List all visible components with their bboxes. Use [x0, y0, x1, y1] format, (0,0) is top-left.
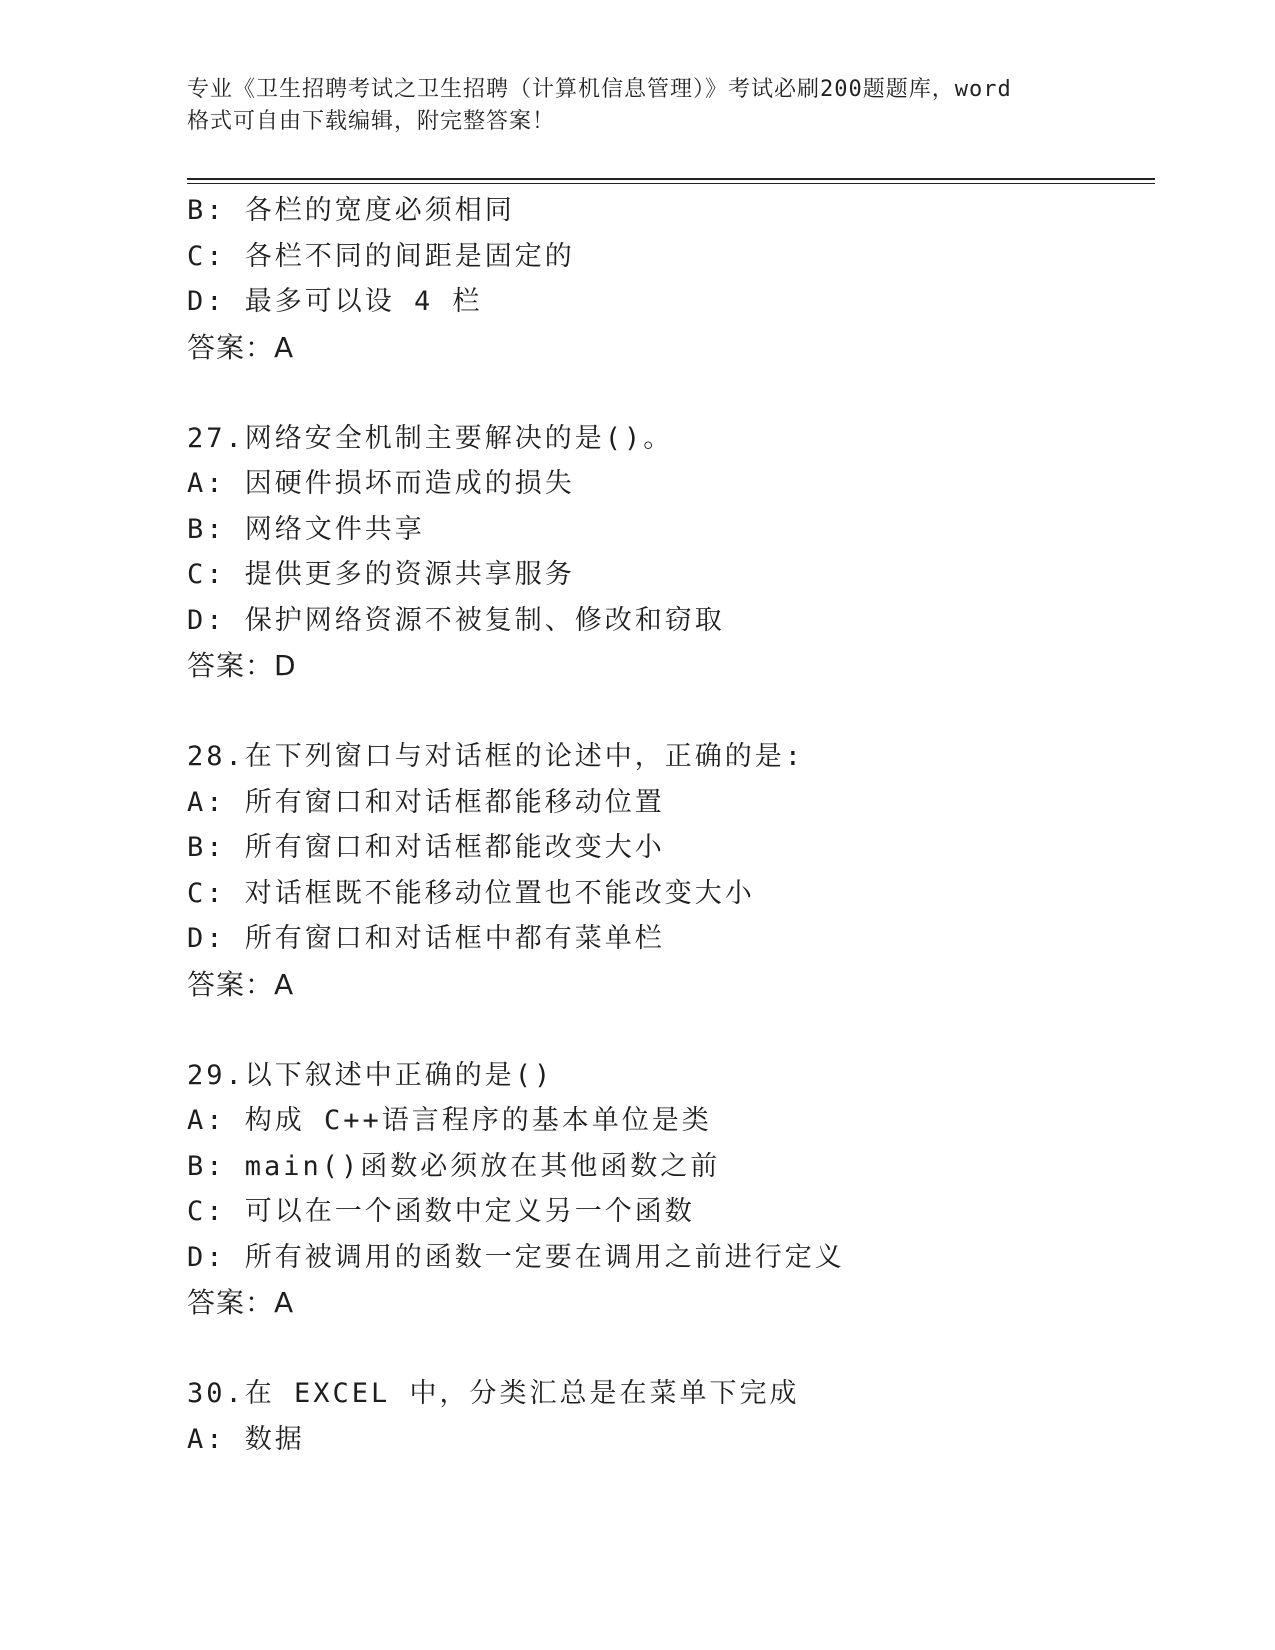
option-b: B: main()函数必须放在其他函数之前 — [187, 1150, 721, 1182]
question-block-27 — [187, 416, 1147, 689]
option-a: A: 数据 — [187, 1423, 305, 1455]
header-title-line-2: 格式可自由下载编辑，附完整答案！ — [187, 109, 556, 134]
spacer — [187, 1007, 1147, 1053]
question-block-28 — [187, 734, 1147, 1007]
option-b: B: 所有窗口和对话框都能改变大小 — [187, 832, 665, 863]
spacer — [187, 1326, 1147, 1372]
question-text: 30.在 EXCEL 中，分类汇总是在菜单下完成 — [187, 1378, 800, 1409]
option-a: A: 构成 C++语言程序的基本单位是类 — [187, 1105, 712, 1136]
option-d: D: 所有窗口和对话框中都有菜单栏 — [187, 923, 665, 954]
question-block-26 — [187, 188, 1147, 370]
answer-line: 答案：D — [187, 649, 297, 682]
option-c: C: 各栏不同的间距是固定的 — [187, 240, 575, 272]
question-text: 28.在下列窗口与对话框的论述中，正确的是: — [187, 741, 805, 772]
option-a: A: 因硬件损坏而造成的损失 — [187, 468, 575, 499]
spacer — [187, 689, 1147, 735]
answer-line: 答案：A — [187, 330, 295, 364]
spacer — [187, 370, 1147, 416]
header-divider-thin — [187, 183, 1155, 184]
option-a: A: 所有窗口和对话框都能移动位置 — [187, 786, 665, 818]
option-c: C: 对话框既不能移动位置也不能改变大小 — [187, 877, 755, 909]
option-d: D: 保护网络资源不被复制、修改和窃取 — [187, 604, 725, 636]
option-c: C: 提供更多的资源共享服务 — [187, 559, 575, 590]
question-block-29 — [187, 1053, 1147, 1326]
header-divider — [187, 178, 1155, 180]
question-text: 29.以下叙述中正确的是() — [187, 1059, 554, 1091]
document-header — [187, 74, 1087, 138]
header-title-line-1: 专业《卫生招聘考试之卫生招聘（计算机信息管理）》考试必刷200题题库，word — [187, 77, 1012, 102]
option-b: B: 网络文件共享 — [187, 513, 425, 545]
answer-line: 答案：A — [187, 967, 295, 1001]
option-d: D: 最多可以设 4 栏 — [187, 286, 483, 317]
question-text: 27.网络安全机制主要解决的是()。 — [187, 422, 674, 454]
answer-line: 答案：A — [187, 1286, 295, 1319]
option-b: B: 各栏的宽度必须相同 — [187, 195, 515, 226]
question-list — [187, 188, 1147, 1462]
option-d: D: 所有被调用的函数一定要在调用之前进行定义 — [187, 1241, 845, 1273]
question-block-30 — [187, 1371, 1147, 1462]
option-c: C: 可以在一个函数中定义另一个函数 — [187, 1196, 695, 1227]
